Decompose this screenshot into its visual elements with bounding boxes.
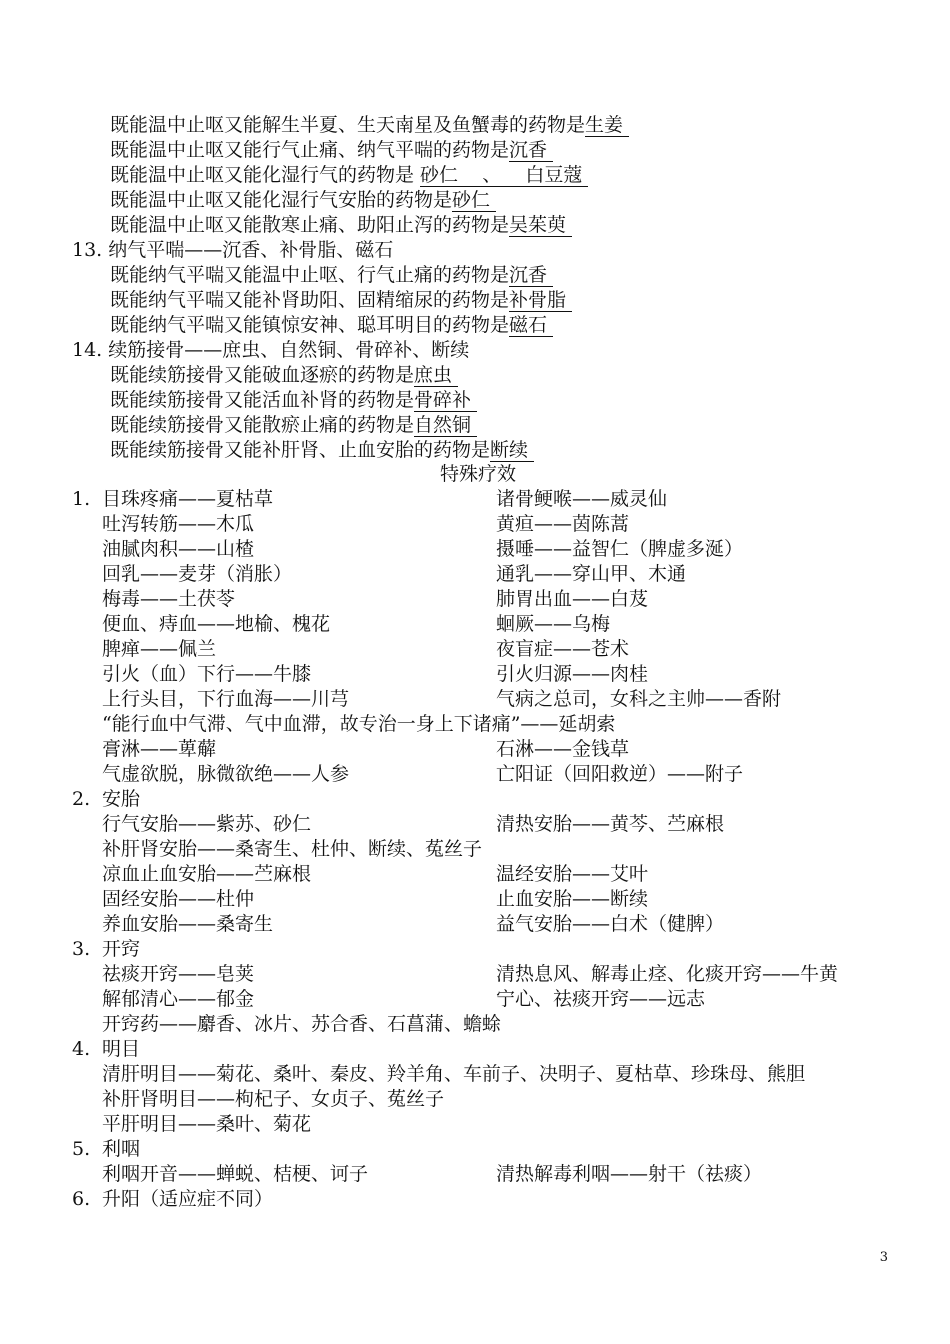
- list-item-left: 脾瘅——佩兰: [102, 638, 217, 660]
- list-item-left: 气虚欲脱，脉微欲绝——人参: [102, 763, 350, 785]
- list-item-right: 蛔厥——乌梅: [496, 613, 611, 635]
- section-heading: 14. 续筋接骨——庶虫、自然铜、骨碎补、断续: [72, 339, 470, 361]
- list-heading: 明目: [102, 1038, 141, 1060]
- list-heading: 安胎: [102, 788, 141, 810]
- question-text: 既能续筋接骨又能活血补肾的药物是: [110, 389, 415, 411]
- list-item-left: 平肝明目——桑叶、菊花: [102, 1113, 312, 1135]
- answer-blank: 磁石: [509, 314, 553, 337]
- list-item-right: 气病之总司，女科之主帅——香附: [496, 688, 782, 710]
- list-item-left: 目珠疼痛——夏枯草: [102, 488, 274, 510]
- list-item-right: 温经安胎——艾叶: [496, 863, 649, 885]
- question-line: [110, 438, 534, 462]
- list-item-right: 夜盲症——苍术: [496, 638, 630, 660]
- list-heading: 开窍: [102, 938, 141, 960]
- question-text: 既能温中止呕又能散寒止痛、助阳止泻的药物是: [110, 214, 510, 236]
- list-item-right: 引火归源——肉桂: [496, 663, 649, 685]
- list-item-left: 固经安胎——杜仲: [102, 888, 255, 910]
- question-text: 既能纳气平喘又能镇惊安神、聪耳明目的药物是: [110, 314, 510, 336]
- question-line: [110, 313, 553, 337]
- answer-blank: 自然铜: [414, 414, 477, 437]
- section-heading: 13. 纳气平喘——沉香、补骨脂、磁石: [72, 239, 394, 261]
- question-text: 既能纳气平喘又能补肾助阳、固精缩尿的药物是: [110, 289, 510, 311]
- answer-blank: 骨碎补: [414, 389, 477, 412]
- list-item-right: 摄唾——益智仁（脾虚多涎）: [496, 538, 744, 560]
- question-text: 既能纳气平喘又能温中止呕、行气止痛的药物是: [110, 264, 510, 286]
- answer-blank: 砂仁: [452, 189, 496, 212]
- list-item-right: 清热安胎——黄芩、苎麻根: [496, 813, 725, 835]
- question-text: 既能温中止呕又能解生半夏、生天南星及鱼蟹毒的药物是: [110, 114, 586, 136]
- list-item-left: 解郁清心——郁金: [102, 988, 255, 1010]
- question-text: 既能续筋接骨又能补肝肾、止血安胎的药物是: [110, 439, 491, 461]
- list-item-right: 黄疸——茵陈蒿: [496, 513, 630, 535]
- list-item-left: 凉血止血安胎——苎麻根: [102, 863, 312, 885]
- question-line: [110, 363, 458, 387]
- list-number: 2.: [72, 788, 91, 810]
- list-number: 3.: [72, 938, 91, 960]
- list-item-left: 油腻肉积——山楂: [102, 538, 255, 560]
- answer-blank: 砂仁 、 白豆蔻: [420, 164, 588, 187]
- answer-blank: 庶虫: [414, 364, 458, 387]
- list-item-left: 梅毒——土茯苓: [102, 588, 236, 610]
- question-line: [110, 113, 629, 137]
- list-item-left: 膏淋——萆薢: [102, 738, 217, 760]
- list-number: 6.: [72, 1188, 91, 1210]
- list-item-left: 养血安胎——桑寄生: [102, 913, 274, 935]
- section-title: 特殊疗效: [440, 463, 517, 485]
- question-line: [110, 388, 477, 412]
- list-heading: 升阳（适应症不同）: [102, 1188, 274, 1210]
- page-number: 3: [879, 1250, 888, 1265]
- list-item-left: “能行血中气滞、气中血滞，故专治一身上下诸痛”——延胡索: [102, 713, 616, 735]
- answer-blank: 生姜: [585, 114, 629, 137]
- question-line: [110, 288, 572, 312]
- question-line: [110, 413, 477, 437]
- list-item-left: 上行头目，下行血海——川芎: [102, 688, 350, 710]
- answer-blank: 断续: [490, 439, 534, 462]
- list-item-right: 诸骨鲠喉——威灵仙: [496, 488, 668, 510]
- list-item-right: 止血安胎——断续: [496, 888, 649, 910]
- list-item-left: 清肝明目——菊花、桑叶、秦皮、羚羊角、车前子、决明子、夏枯草、珍珠母、熊胆: [102, 1063, 806, 1085]
- list-item-left: 开窍药——麝香、冰片、苏合香、石菖蒲、蟾蜍: [102, 1013, 502, 1035]
- list-item-left: 补肝肾安胎——桑寄生、杜仲、断续、菟丝子: [102, 838, 483, 860]
- list-item-left: 祛痰开窍——皂荚: [102, 963, 255, 985]
- list-item-right: 益气安胎——白术（健脾）: [496, 913, 725, 935]
- list-item-left: 吐泻转筋——木瓜: [102, 513, 255, 535]
- question-line: [110, 263, 553, 287]
- answer-blank: 沉香: [509, 139, 553, 162]
- list-number: 4.: [72, 1038, 91, 1060]
- list-item-left: 引火（血）下行——牛膝: [102, 663, 312, 685]
- answer-blank: 补骨脂: [509, 289, 572, 312]
- list-item-left: 利咽开音——蝉蜕、桔梗、诃子: [102, 1163, 369, 1185]
- list-item-left: 回乳——麦芽（消胀）: [102, 563, 293, 585]
- answer-blank: 沉香: [509, 264, 553, 287]
- question-line: [110, 163, 588, 187]
- question-line: [110, 138, 553, 162]
- question-line: [110, 188, 496, 212]
- question-text: 既能温中止呕又能行气止痛、纳气平喘的药物是: [110, 139, 510, 161]
- question-text: 既能温中止呕又能化湿行气的药物是: [110, 164, 421, 186]
- list-item-right: 肺胃出血——白芨: [496, 588, 649, 610]
- question-text: 既能温中止呕又能化湿行气安胎的药物是: [110, 189, 453, 211]
- list-item-right: 清热解毒利咽——射干（祛痰）: [496, 1163, 763, 1185]
- list-item-right: 清热息风、解毒止痉、化痰开窍——牛黄: [496, 963, 839, 985]
- list-item-right: 通乳——穿山甲、木通: [496, 563, 687, 585]
- list-item-right: 石淋——金钱草: [496, 738, 630, 760]
- list-item-left: 行气安胎——紫苏、砂仁: [102, 813, 312, 835]
- list-item-right: 宁心、祛痰开窍——远志: [496, 988, 706, 1010]
- question-line: [110, 213, 572, 237]
- list-item-left: 补肝肾明目——枸杞子、女贞子、菟丝子: [102, 1088, 445, 1110]
- answer-blank: 吴茱萸: [509, 214, 572, 237]
- list-item-right: 亡阳证（回阳救逆）——附子: [496, 763, 744, 785]
- question-text: 既能续筋接骨又能破血逐瘀的药物是: [110, 364, 415, 386]
- list-heading: 利咽: [102, 1138, 141, 1160]
- question-text: 既能续筋接骨又能散瘀止痛的药物是: [110, 414, 415, 436]
- list-item-left: 便血、痔血——地榆、槐花: [102, 613, 331, 635]
- list-number: 1.: [72, 488, 91, 510]
- list-number: 5.: [72, 1138, 91, 1160]
